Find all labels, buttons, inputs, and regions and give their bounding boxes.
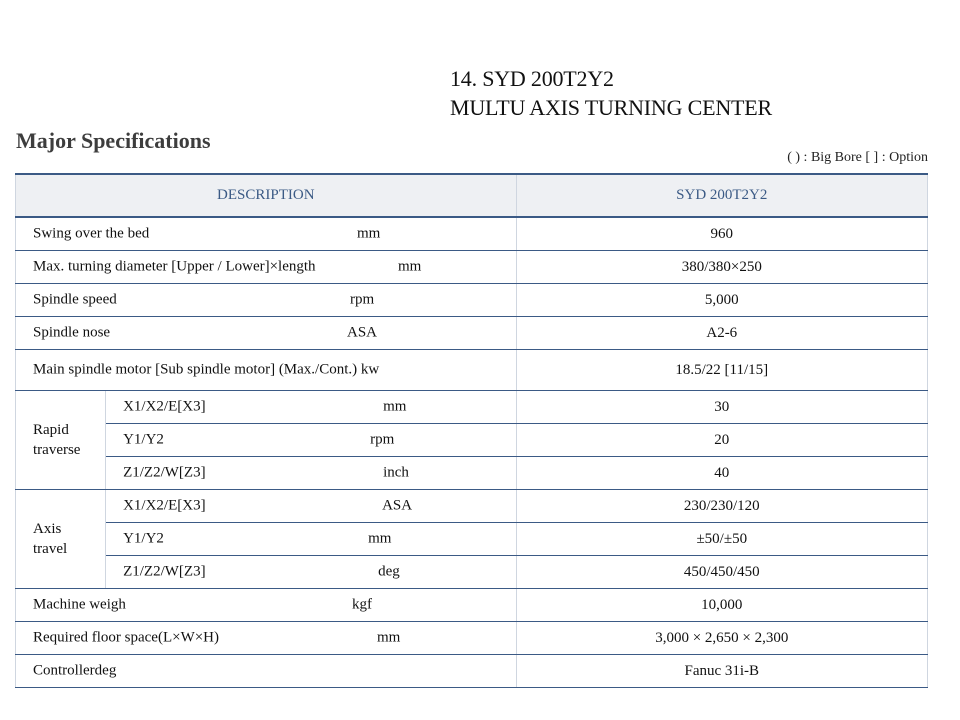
title-line-model: 14. SYD 200T2Y2 bbox=[450, 66, 614, 91]
row-value: A2-6 bbox=[516, 317, 927, 350]
group-axis-travel bbox=[16, 490, 106, 589]
table-row bbox=[16, 589, 928, 622]
table-row bbox=[16, 523, 928, 556]
row-unit: kgf bbox=[352, 596, 372, 613]
row-unit: ASA bbox=[347, 324, 378, 341]
row-value: 30 bbox=[516, 391, 927, 424]
row-description-cell bbox=[16, 622, 517, 655]
table-row bbox=[16, 251, 928, 284]
row-value: ±50/±50 bbox=[516, 523, 927, 556]
row-description-cell bbox=[106, 523, 516, 556]
row-description-cell bbox=[106, 424, 516, 457]
row-value: 230/230/120 bbox=[516, 490, 927, 523]
document-title bbox=[450, 64, 772, 122]
table-row bbox=[16, 284, 928, 317]
row-description-cell bbox=[106, 556, 516, 589]
table-header-row bbox=[16, 174, 928, 217]
table-row bbox=[16, 391, 928, 424]
row-unit: mm bbox=[368, 530, 392, 547]
row-description-cell bbox=[106, 391, 516, 424]
row-value: 960 bbox=[516, 217, 927, 251]
table-row bbox=[16, 317, 928, 350]
row-value: 40 bbox=[516, 457, 927, 490]
table-row bbox=[16, 655, 928, 688]
row-value: 450/450/450 bbox=[516, 556, 927, 589]
table-row bbox=[16, 424, 928, 457]
group-label-line: travel bbox=[33, 541, 68, 557]
row-unit: deg bbox=[378, 563, 400, 580]
row-value: 10,000 bbox=[516, 589, 927, 622]
row-label: Main spindle motor [Sub spindle motor] (Max./Cont.) kw bbox=[33, 361, 380, 378]
row-label: X1/X2/E[X3] bbox=[123, 497, 206, 514]
row-value: 5,000 bbox=[516, 284, 927, 317]
row-unit: mm bbox=[357, 225, 381, 242]
row-description-cell bbox=[16, 589, 517, 622]
group-label-line: Rapid bbox=[33, 422, 69, 438]
row-label: Y1/Y2 bbox=[123, 431, 164, 448]
row-unit: rpm bbox=[350, 291, 375, 308]
row-unit: mm bbox=[377, 629, 401, 646]
row-description-cell bbox=[16, 655, 517, 688]
row-label: Z1/Z2/W[Z3] bbox=[123, 464, 206, 481]
row-description-cell bbox=[16, 350, 517, 391]
row-unit: mm bbox=[383, 398, 407, 415]
table-row bbox=[16, 556, 928, 589]
legend-note: ( ) : Big Bore [ ] : Option bbox=[787, 150, 928, 165]
row-value: 380/380×250 bbox=[516, 251, 927, 284]
table-row bbox=[16, 490, 928, 523]
row-value: 18.5/22 [11/15] bbox=[516, 350, 927, 391]
row-label: Spindle speed bbox=[33, 291, 117, 308]
row-unit: ASA bbox=[382, 497, 413, 514]
row-label: Machine weigh bbox=[33, 596, 126, 613]
column-header-description: DESCRIPTION bbox=[16, 174, 517, 217]
row-description-cell bbox=[106, 457, 516, 490]
column-header-model: SYD 200T2Y2 bbox=[516, 174, 927, 217]
section-heading: Major Specifications bbox=[16, 128, 211, 153]
row-label: X1/X2/E[X3] bbox=[123, 398, 206, 415]
row-description-cell bbox=[106, 490, 516, 523]
row-value: Fanuc 31i-B bbox=[516, 655, 927, 688]
row-description-cell bbox=[16, 251, 517, 284]
row-label: Controllerdeg bbox=[33, 662, 117, 679]
row-unit: rpm bbox=[370, 431, 395, 448]
group-rapid-traverse bbox=[16, 391, 106, 490]
row-label: Swing over the bed bbox=[33, 225, 150, 242]
row-unit: mm bbox=[398, 258, 422, 275]
row-description-cell bbox=[16, 284, 517, 317]
row-label: Max. turning diameter [Upper / Lower]×length bbox=[33, 258, 316, 275]
row-value: 3,000 × 2,650 × 2,300 bbox=[516, 622, 927, 655]
group-label-line: traverse bbox=[33, 442, 81, 458]
row-label: Spindle nose bbox=[33, 324, 111, 341]
row-value: 20 bbox=[516, 424, 927, 457]
row-description-cell bbox=[16, 317, 517, 350]
row-label: Z1/Z2/W[Z3] bbox=[123, 563, 206, 580]
row-label: Y1/Y2 bbox=[123, 530, 164, 547]
table-row bbox=[16, 350, 928, 391]
table-row bbox=[16, 622, 928, 655]
group-label-line: Axis bbox=[33, 521, 62, 537]
row-unit: inch bbox=[383, 464, 409, 481]
title-line-machine: MULTU AXIS TURNING CENTER bbox=[450, 95, 772, 120]
specifications-table bbox=[15, 173, 928, 688]
row-label: Required floor space(L×W×H) bbox=[33, 629, 220, 646]
row-description-cell bbox=[16, 217, 517, 251]
table-row bbox=[16, 457, 928, 490]
table-row bbox=[16, 217, 928, 251]
